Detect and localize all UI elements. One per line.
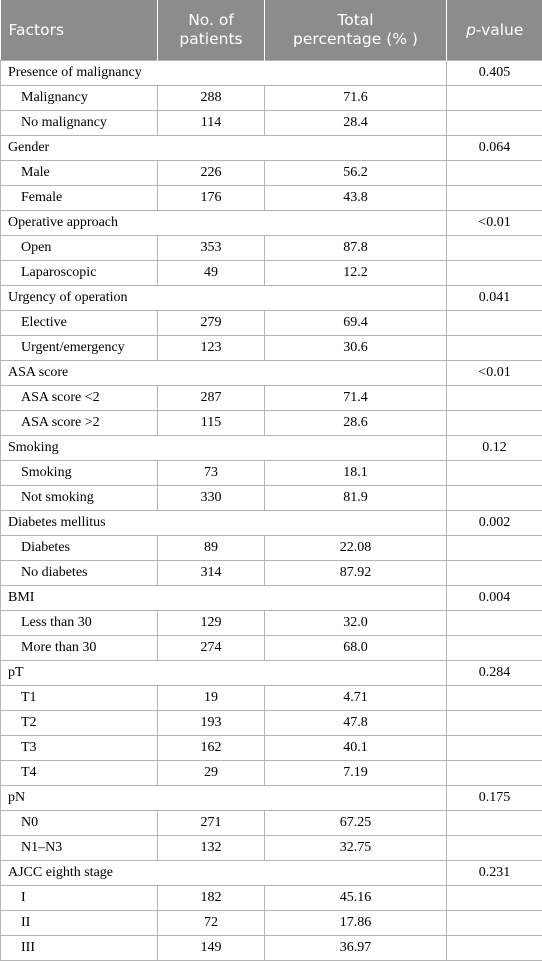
row-label: ASA score >2 — [1, 411, 158, 436]
table-row — [1, 461, 542, 486]
group-row — [1, 661, 542, 686]
row-pvalue-empty — [447, 611, 542, 636]
header-patients-line1: No. of — [188, 11, 234, 29]
row-label: Malignancy — [1, 86, 158, 111]
row-label: Male — [1, 161, 158, 186]
table-row — [1, 486, 542, 511]
table-row — [1, 886, 542, 911]
row-patients: 29 — [158, 761, 265, 786]
table-row — [1, 86, 542, 111]
row-label: Elective — [1, 311, 158, 336]
row-percentage: 4.71 — [265, 686, 447, 711]
group-row — [1, 586, 542, 611]
group-label: Operative approach — [1, 211, 447, 236]
group-row — [1, 786, 542, 811]
group-pvalue: <0.01 — [447, 361, 542, 386]
row-percentage: 28.4 — [265, 111, 447, 136]
row-percentage: 56.2 — [265, 161, 447, 186]
row-patients: 132 — [158, 836, 265, 861]
row-label: Open — [1, 236, 158, 261]
row-percentage: 36.97 — [265, 936, 447, 961]
row-label: Not smoking — [1, 486, 158, 511]
group-pvalue: 0.175 — [447, 786, 542, 811]
row-pvalue-empty — [447, 886, 542, 911]
row-label: T1 — [1, 686, 158, 711]
row-percentage: 18.1 — [265, 461, 447, 486]
row-pvalue-empty — [447, 311, 542, 336]
row-percentage: 69.4 — [265, 311, 447, 336]
row-pvalue-empty — [447, 636, 542, 661]
header-patients — [158, 0, 265, 61]
table-row — [1, 711, 542, 736]
header-pvalue-rest: -value — [476, 21, 524, 39]
row-label: Urgent/emergency — [1, 336, 158, 361]
row-pvalue-empty — [447, 386, 542, 411]
table-row — [1, 761, 542, 786]
row-percentage: 81.9 — [265, 486, 447, 511]
header-percentage-line2: percentage (% ) — [293, 30, 418, 48]
table-row — [1, 686, 542, 711]
group-label: pN — [1, 786, 447, 811]
row-percentage: 47.8 — [265, 711, 447, 736]
row-patients: 149 — [158, 936, 265, 961]
row-patients: 287 — [158, 386, 265, 411]
table-header-row — [1, 0, 542, 61]
group-label: AJCC eighth stage — [1, 861, 447, 886]
row-patients: 114 — [158, 111, 265, 136]
row-label: No malignancy — [1, 111, 158, 136]
row-label: T2 — [1, 711, 158, 736]
row-pvalue-empty — [447, 336, 542, 361]
row-pvalue-empty — [447, 186, 542, 211]
row-patients: 49 — [158, 261, 265, 286]
group-label: Urgency of operation — [1, 286, 447, 311]
row-patients: 182 — [158, 886, 265, 911]
row-patients: 288 — [158, 86, 265, 111]
row-label: Laparoscopic — [1, 261, 158, 286]
row-label: Smoking — [1, 461, 158, 486]
row-label: T4 — [1, 761, 158, 786]
table-row — [1, 911, 542, 936]
row-pvalue-empty — [447, 111, 542, 136]
row-percentage: 28.6 — [265, 411, 447, 436]
row-label: Diabetes — [1, 536, 158, 561]
row-percentage: 40.1 — [265, 736, 447, 761]
header-patients-line2: patients — [179, 30, 242, 48]
group-label: Diabetes mellitus — [1, 511, 447, 536]
row-patients: 162 — [158, 736, 265, 761]
group-row — [1, 61, 542, 86]
table-row — [1, 261, 542, 286]
row-pvalue-empty — [447, 461, 542, 486]
table-row — [1, 336, 542, 361]
table-row — [1, 111, 542, 136]
group-label: ASA score — [1, 361, 447, 386]
row-percentage: 87.8 — [265, 236, 447, 261]
row-percentage: 71.6 — [265, 86, 447, 111]
row-pvalue-empty — [447, 86, 542, 111]
row-patients: 176 — [158, 186, 265, 211]
row-percentage: 68.0 — [265, 636, 447, 661]
group-label: Presence of malignancy — [1, 61, 447, 86]
row-patients: 19 — [158, 686, 265, 711]
group-row — [1, 436, 542, 461]
header-percentage-line1: Total — [337, 11, 373, 29]
group-pvalue: 0.405 — [447, 61, 542, 86]
row-percentage: 12.2 — [265, 261, 447, 286]
row-pvalue-empty — [447, 836, 542, 861]
row-percentage: 71.4 — [265, 386, 447, 411]
group-pvalue: 0.064 — [447, 136, 542, 161]
row-patients: 89 — [158, 536, 265, 561]
row-label: T3 — [1, 736, 158, 761]
row-pvalue-empty — [447, 811, 542, 836]
row-label: Less than 30 — [1, 611, 158, 636]
group-pvalue: <0.01 — [447, 211, 542, 236]
row-patients: 274 — [158, 636, 265, 661]
table-row — [1, 561, 542, 586]
group-row — [1, 136, 542, 161]
row-pvalue-empty — [447, 936, 542, 961]
group-label: BMI — [1, 586, 447, 611]
row-pvalue-empty — [447, 536, 542, 561]
header-percentage — [265, 0, 447, 61]
table-row — [1, 811, 542, 836]
row-pvalue-empty — [447, 161, 542, 186]
table-row — [1, 161, 542, 186]
table-row — [1, 736, 542, 761]
row-patients: 193 — [158, 711, 265, 736]
group-label: Gender — [1, 136, 447, 161]
group-row — [1, 361, 542, 386]
row-label: ASA score <2 — [1, 386, 158, 411]
row-percentage: 67.25 — [265, 811, 447, 836]
group-pvalue: 0.231 — [447, 861, 542, 886]
row-percentage: 22.08 — [265, 536, 447, 561]
row-label: More than 30 — [1, 636, 158, 661]
row-patients: 226 — [158, 161, 265, 186]
group-label: pT — [1, 661, 447, 686]
table-row — [1, 636, 542, 661]
row-pvalue-empty — [447, 236, 542, 261]
table-body — [1, 61, 542, 961]
table-row — [1, 186, 542, 211]
group-pvalue: 0.284 — [447, 661, 542, 686]
row-pvalue-empty — [447, 686, 542, 711]
row-percentage: 30.6 — [265, 336, 447, 361]
row-percentage: 7.19 — [265, 761, 447, 786]
table-row — [1, 386, 542, 411]
group-pvalue: 0.12 — [447, 436, 542, 461]
group-pvalue: 0.004 — [447, 586, 542, 611]
header-factors: Factors — [1, 0, 158, 61]
table-row — [1, 836, 542, 861]
table-row — [1, 236, 542, 261]
row-label: II — [1, 911, 158, 936]
table-row — [1, 411, 542, 436]
row-patients: 129 — [158, 611, 265, 636]
row-pvalue-empty — [447, 561, 542, 586]
row-percentage: 43.8 — [265, 186, 447, 211]
group-row — [1, 861, 542, 886]
row-percentage: 87.92 — [265, 561, 447, 586]
row-pvalue-empty — [447, 411, 542, 436]
row-patients: 330 — [158, 486, 265, 511]
row-label: I — [1, 886, 158, 911]
row-label: N1–N3 — [1, 836, 158, 861]
row-pvalue-empty — [447, 736, 542, 761]
row-pvalue-empty — [447, 761, 542, 786]
row-label: Female — [1, 186, 158, 211]
row-patients: 73 — [158, 461, 265, 486]
group-label: Smoking — [1, 436, 447, 461]
group-row — [1, 286, 542, 311]
row-percentage: 45.16 — [265, 886, 447, 911]
row-patients: 115 — [158, 411, 265, 436]
table-row — [1, 611, 542, 636]
row-pvalue-empty — [447, 911, 542, 936]
row-patients: 314 — [158, 561, 265, 586]
header-pvalue — [447, 0, 542, 61]
row-patients: 279 — [158, 311, 265, 336]
row-pvalue-empty — [447, 711, 542, 736]
table-row — [1, 536, 542, 561]
row-patients: 72 — [158, 911, 265, 936]
row-percentage: 32.0 — [265, 611, 447, 636]
group-row — [1, 211, 542, 236]
row-pvalue-empty — [447, 261, 542, 286]
table-row — [1, 311, 542, 336]
group-row — [1, 511, 542, 536]
group-pvalue: 0.041 — [447, 286, 542, 311]
group-pvalue: 0.002 — [447, 511, 542, 536]
row-patients: 123 — [158, 336, 265, 361]
row-percentage: 32.75 — [265, 836, 447, 861]
row-pvalue-empty — [447, 486, 542, 511]
row-percentage: 17.86 — [265, 911, 447, 936]
row-label: No diabetes — [1, 561, 158, 586]
row-label: III — [1, 936, 158, 961]
row-patients: 353 — [158, 236, 265, 261]
row-label: N0 — [1, 811, 158, 836]
header-pvalue-italic: p — [466, 21, 476, 39]
row-patients: 271 — [158, 811, 265, 836]
table-row — [1, 936, 542, 961]
